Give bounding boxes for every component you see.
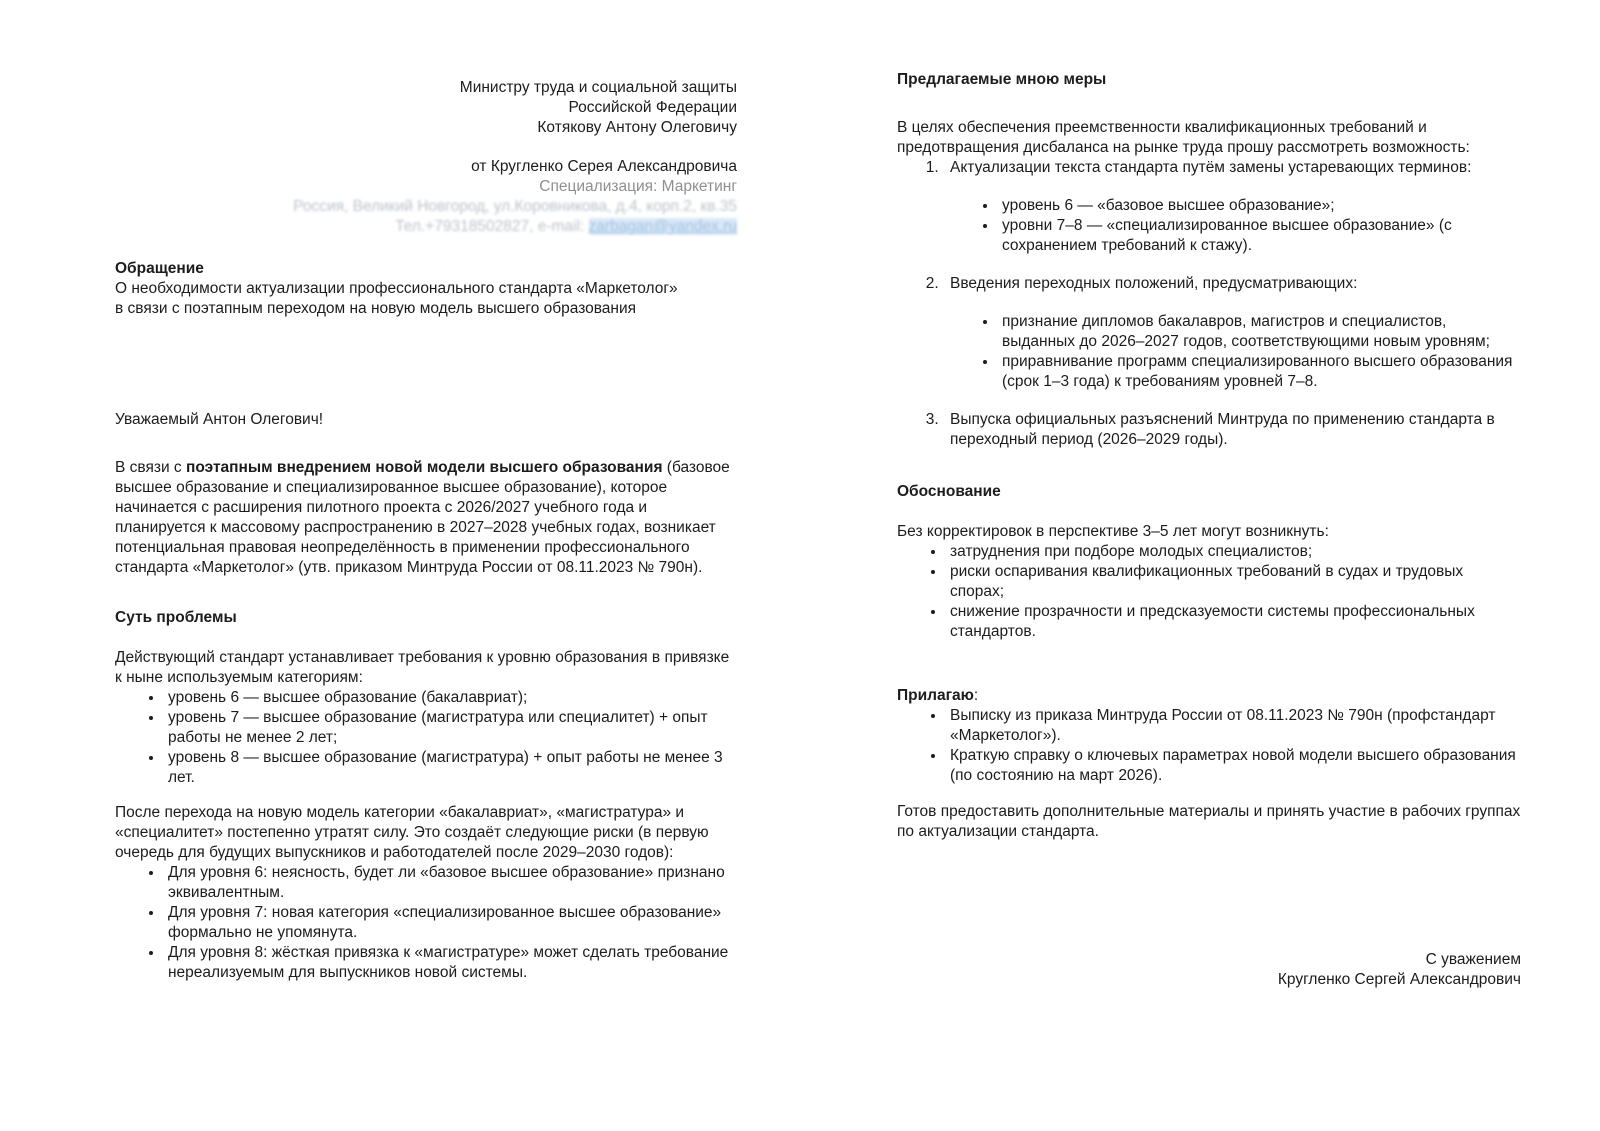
attachments-list bbox=[897, 706, 1521, 786]
sender-block bbox=[115, 157, 737, 237]
problem-heading: Суть проблемы bbox=[115, 609, 237, 626]
sender-address-redacted: Россия, Великий Новгород, ул.Коровникова, д.4, корп.2, кв.35 bbox=[293, 198, 737, 215]
numbered-item-text: Актуализации текста стандарта путём замены устаревающих терминов: bbox=[950, 159, 1472, 176]
list-item: • Краткую справку о ключевых параметрах новой модели высшего образования (по состоянию на март 2026). bbox=[946, 746, 1521, 786]
measures-list bbox=[897, 158, 1521, 450]
subject-line: О необходимости актуализации профессионального стандарта «Маркетолог» bbox=[115, 280, 678, 297]
sender-contacts-redacted bbox=[115, 217, 737, 237]
right-column bbox=[897, 70, 1521, 990]
numbered-item bbox=[943, 158, 1521, 256]
justification-lead-paragraph: Без корректировок в перспективе 3–5 лет могут возникнуть: bbox=[897, 523, 1329, 540]
numbered-item bbox=[943, 410, 1521, 450]
problem-lead-paragraph: Действующий стандарт устанавливает требования к уровню образования в привязке к ныне используемым категориям: bbox=[115, 649, 730, 686]
list-item: • уровень 6 — «базовое высшее образование»; bbox=[998, 196, 1521, 216]
intro-bold-phrase: поэтапным внедрением новой модели высшего образования bbox=[185, 459, 663, 476]
subject-block bbox=[115, 259, 737, 319]
list-item: • признание дипломов бакалавров, магистров и специалистов, выданных до 2026–2027 годов, соответствующими новым уровням; bbox=[998, 312, 1521, 352]
measures-heading: Предлагаемые мною меры bbox=[897, 71, 1107, 88]
list-item: • Для уровня 7: новая категория «специализированное высшее образование» формально не упомянута. bbox=[164, 903, 737, 943]
sender-name-line: от Кругленко Серея Александровича bbox=[471, 158, 737, 175]
list-item: • снижение прозрачности и предсказуемости системы профессиональных стандартов. bbox=[946, 602, 1521, 642]
risks-intro-paragraph: После перехода на новую модель категории «бакалавриат», «магистратура» и «специалитет» постепенно утратят силу. Это создаёт следующие риски (в первую очередь для будущих выпускников и работодателей после 2029–2030 годов): bbox=[115, 804, 709, 861]
numbered-item bbox=[943, 274, 1521, 392]
list-item: • уровень 7 — высшее образование (магистратура или специалитет) + опыт работы не менее 2 лет; bbox=[164, 708, 737, 748]
measures-lead-paragraph: В целях обеспечения преемственности квалификационных требований и предотвращения дисбаланса на рынке труда прошу рассмотреть возможность: bbox=[897, 119, 1470, 156]
addressee-line: Российской Федерации bbox=[568, 99, 737, 116]
list-item: • уровень 8 — высшее образование (магистратура) + опыт работы не менее 3 лет. bbox=[164, 748, 737, 788]
phone-text: Тел.+79318502827, e-mail: bbox=[395, 218, 589, 235]
signature-name: Кругленко Сергей Александрович bbox=[1277, 971, 1521, 988]
addressee-line: Министру труда и социальной защиты bbox=[459, 79, 737, 96]
addressee-block bbox=[115, 78, 737, 138]
subject-line: в связи с поэтапным переходом на новую модель высшего образования bbox=[115, 300, 637, 317]
left-column bbox=[115, 78, 737, 983]
list-item: • риски оспаривания квалификационных требований в судах и трудовых спорах; bbox=[946, 562, 1521, 602]
justification-heading: Обоснование bbox=[897, 483, 1001, 500]
list-item: • приравнивание программ специализированного высшего образования (срок 1–3 года) к требованиям уровней 7–8. bbox=[998, 352, 1521, 392]
attachments-heading-colon: : bbox=[973, 687, 979, 704]
salutation: Уважаемый Антон Олегович! bbox=[115, 411, 324, 428]
email-link[interactable]: zarbagan@yandex.ru bbox=[588, 218, 737, 235]
measures-sublist bbox=[950, 196, 1521, 256]
list-item: • уровни 7–8 — «специализированное высшее образование» (с сохранением требований к стажу). bbox=[998, 216, 1521, 256]
attachments-heading-word: Прилагаю bbox=[897, 687, 974, 704]
measures-sublist bbox=[950, 312, 1521, 392]
signature-regards: С уважением bbox=[1425, 951, 1521, 968]
sender-specialization: Специализация: Маркетинг bbox=[539, 178, 737, 195]
justification-list bbox=[897, 542, 1521, 642]
list-item: • Для уровня 6: неясность, будет ли «базовое высшее образование» признано эквивалентным. bbox=[164, 863, 737, 903]
education-levels-list bbox=[115, 688, 737, 788]
attachments-heading bbox=[897, 686, 1521, 706]
signature-block bbox=[897, 950, 1521, 990]
addressee-line: Котякову Антону Олеговичу bbox=[537, 119, 737, 136]
subject-heading: Обращение bbox=[115, 260, 204, 277]
list-item: • уровень 6 — высшее образование (бакалавриат); bbox=[164, 688, 737, 708]
list-item: • Для уровня 8: жёсткая привязка к «магистратуре» может сделать требование нереализуемым для выпускников новой системы. bbox=[164, 943, 737, 983]
numbered-item-text: Выпуска официальных разъяснений Минтруда по применению стандарта в переходный период (2026–2029 годы). bbox=[950, 411, 1495, 448]
numbered-item-text: Введения переходных положений, предусматривающих: bbox=[950, 275, 1358, 292]
intro-prefix: В связи с bbox=[115, 459, 186, 476]
intro-paragraph bbox=[115, 458, 737, 578]
risks-list bbox=[115, 863, 737, 983]
closing-paragraph: Готов предоставить дополнительные материалы и принять участие в рабочих группах по актуализации стандарта. bbox=[897, 803, 1521, 840]
list-item: • затруднения при подборе молодых специалистов; bbox=[946, 542, 1521, 562]
intro-rest: (базовое высшее образование и специализированное высшее образование), которое начинается с расширения пилотного проекта с 2026/2027 учебного года и планируется к массовому распространению в 2027–2028 учебных годах, возникает потенциальная правовая неопределённость в применении профессионального стандарта «Маркетолог» (утв. приказом Минтруда России от 08.11.2023 № 790н). bbox=[115, 459, 730, 576]
list-item: • Выписку из приказа Минтруда России от 08.11.2023 № 790н (профстандарт «Маркетолог»). bbox=[946, 706, 1521, 746]
